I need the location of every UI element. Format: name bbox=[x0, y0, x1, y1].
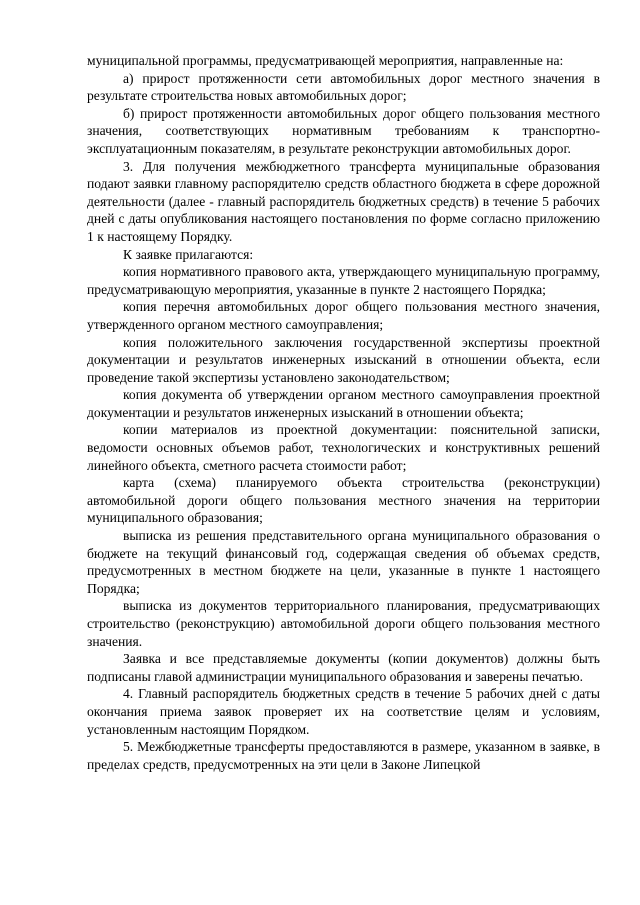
paragraph-attachments-heading: К заявке прилагаются: bbox=[123, 246, 254, 262]
paragraph-attachment-4: копия документа об утверждении органом местного самоуправления проектной документации и результатов инженерных изысканий в отношении объекта; bbox=[87, 387, 600, 420]
paragraph-clause-5: 5. Межбюджетные трансферты предоставляются в размере, указанном в заявке, в пределах средств, предусмотренных на эти цели в Законе Липецкой bbox=[87, 739, 600, 772]
paragraph-attachment-2: копия перечня автомобильных дорог общего пользования местного значения, утвержденного органом местного самоуправления; bbox=[87, 299, 600, 332]
paragraph-attachment-6: карта (схема) планируемого объекта строительства (реконструкции) автомобильной дороги общего пользования местного значения на территории муниципального образования; bbox=[87, 475, 600, 526]
paragraph-item-b: б) прирост протяженности автомобильных дорог общего пользования местного значения, соответствующих нормативным требованиям к транспортно-эксплуатационным показателям, в результате реконструкции автомобильных дорог. bbox=[87, 105, 600, 156]
paragraph-attachment-7: выписка из решения представительного органа муниципального образования о бюджете на текущий финансовый год, содержащая сведения об объемах средств, предусмотренных в местном бюджете на цели, указанные в пункте 1 настоящего Порядка; bbox=[87, 528, 600, 596]
paragraph-attachment-8: выписка из документов территориального планирования, предусматривающих строительство (реконструкцию) автомобильной дороги общего пользования местного значения. bbox=[87, 598, 600, 649]
paragraph-clause-4: 4. Главный распорядитель бюджетных средств в течение 5 рабочих дней с даты окончания приема заявок проверяет их на соответствие целям и условиям, установленным настоящим Порядком. bbox=[87, 686, 600, 737]
paragraph-signature-requirement: Заявка и все представляемые документы (копии документов) должны быть подписаны главой администрации муниципального образования и заверены печатью. bbox=[87, 651, 600, 684]
paragraph-attachment-3: копия положительного заключения государственной экспертизы проектной документации и результатов инженерных изысканий в отношении объекта, если проведение такой экспертизы установлено законодательством; bbox=[87, 334, 600, 385]
paragraph-continuation: муниципальной программы, предусматривающей мероприятия, направленные на: bbox=[87, 53, 564, 68]
paragraph-clause-3: 3. Для получения межбюджетного трансферта муниципальные образования подают заявки главному распорядителю средств областного бюджета в сфере дорожной деятельности (далее - главный распорядитель бюджетных средств) в течение 5 рабочих дней с даты опубликования настоящего постановления по форме согласно приложению 1 к настоящему Порядку. bbox=[87, 158, 600, 244]
paragraph-attachment-5: копии материалов из проектной документации: пояснительной записки, ведомости основных объемов работ, технологических и конструктивных решений линейного объекта, сметного расчета стоимости работ; bbox=[87, 422, 600, 473]
paragraph-attachment-1: копия нормативного правового акта, утверждающего муниципальную программу, предусматривающую мероприятия, указанные в пункте 2 настоящего Порядка; bbox=[87, 264, 600, 297]
paragraph-item-a: а) прирост протяженности сети автомобильных дорог местного значения в результате строительства новых автомобильных дорог; bbox=[87, 70, 600, 104]
